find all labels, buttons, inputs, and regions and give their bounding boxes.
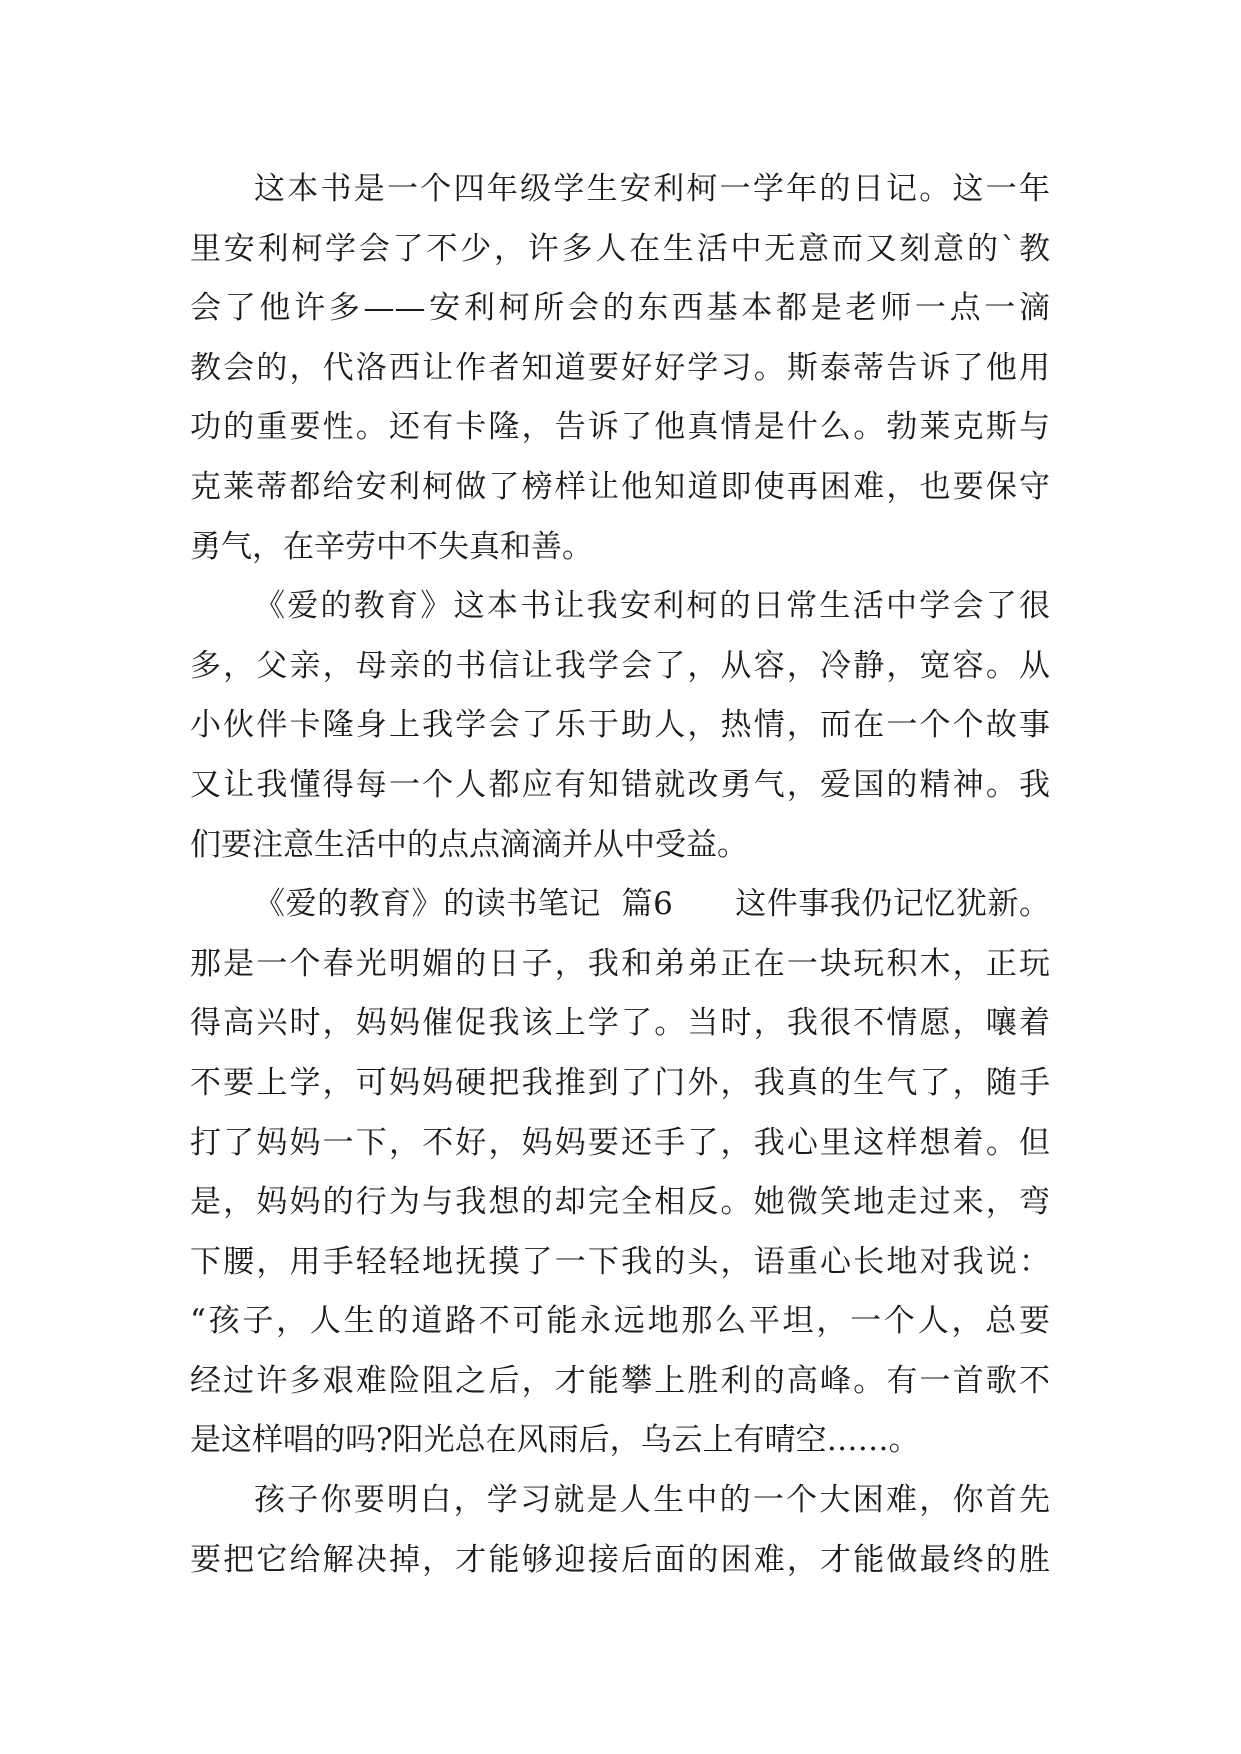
- text-line: 教会的，代洛西让作者知道要好好学习。斯泰蒂告诉了他用: [190, 349, 1050, 386]
- text-line: 打了妈妈一下，不好，妈妈要还手了，我心里这样想着。但: [190, 1124, 1050, 1161]
- text-line: 那是一个春光明媚的日子，我和弟弟正在一块玩积木，正玩: [190, 945, 1050, 982]
- text-line: 这本书是一个四年级学生安利柯一学年的日记。这一年: [254, 171, 1050, 207]
- text-line: 经过许多艰难险阻之后，才能攀上胜利的高峰。有一首歌不: [190, 1362, 1050, 1399]
- text-line: 多，父亲，母亲的书信让我学会了，从容，冷静，宽容。从: [190, 647, 1050, 684]
- text-line: 孩子你要明白，学习就是人生中的一个大困难，你首先: [254, 1482, 1050, 1519]
- text-line: 《爱的教育》这本书让我安利柯的日常生活中学会了很: [254, 588, 1050, 625]
- paragraph-2: [190, 577, 1050, 875]
- text-line: 里安利柯学会了不少，许多人在生活中无意而又刻意的`教: [190, 230, 1050, 267]
- text-line: 又让我懂得每一个人都应有知错就改勇气，爱国的精神。我: [190, 766, 1050, 803]
- text-line: 要把它给解决掉，才能够迎接后面的困难，才能做最终的胜: [190, 1541, 1050, 1578]
- text-line: 《爱的教育》的读书笔记 篇6 这件事我仍记忆犹新。: [254, 886, 1050, 923]
- document-body: [190, 160, 1050, 1590]
- paragraph-3: [190, 875, 1050, 1471]
- text-line: “孩子，人生的道路不可能永远地那么平坦，一个人，总要: [190, 1303, 1050, 1340]
- text-line: 小伙伴卡隆身上我学会了乐于助人，热情，而在一个个故事: [190, 707, 1050, 744]
- text-line: 是这样唱的吗?阳光总在风雨后，乌云上有晴空……。: [190, 1422, 920, 1459]
- text-line: 功的重要性。还有卡隆，告诉了他真情是什么。勃莱克斯与: [190, 409, 1050, 446]
- text-line: 不要上学，可妈妈硬把我推到了门外，我真的生气了，随手: [190, 1064, 1050, 1101]
- text-line: 会了他许多——安利柯所会的东西基本都是老师一点一滴: [190, 290, 1050, 327]
- paragraph-1: [190, 160, 1050, 577]
- text-line: 们要注意生活中的点点滴滴并从中受益。: [190, 826, 748, 863]
- text-line: 勇气，在辛劳中不失真和善。: [190, 528, 593, 565]
- text-line: 克莱蒂都给安利柯做了榜样让他知道即使再困难，也要保守: [190, 468, 1050, 505]
- text-line: 得高兴时，妈妈催促我该上学了。当时，我很不情愿，嚷着: [190, 1005, 1050, 1042]
- text-line: 是，妈妈的行为与我想的却完全相反。她微笑地走过来，弯: [190, 1184, 1050, 1221]
- text-line: 下腰，用手轻轻地抚摸了一下我的头，语重心长地对我说：: [190, 1243, 1050, 1280]
- paragraph-4: [190, 1471, 1050, 1590]
